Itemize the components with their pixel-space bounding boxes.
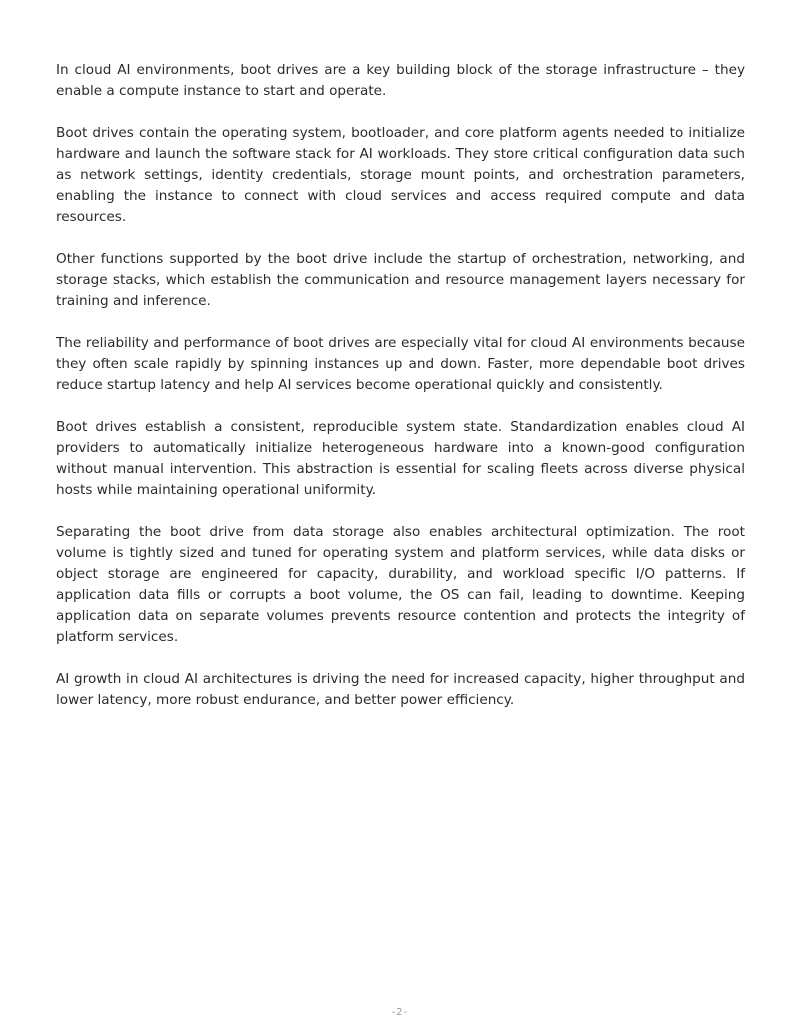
paragraph-intro: In cloud AI environments, boot drives are a key building block of the storage infrastructure – they enable a compute instance to start and operate. [56, 62, 745, 99]
paragraph-standardization: Boot drives establish a consistent, reproducible system state. Standardization enables cloud AI providers to automatically initialize heterogeneous hardware into a known-good configuration without manual intervention. This abstraction is essential for scaling fleets across diverse physical hosts while maintaining operational uniformity. [56, 419, 745, 498]
paragraph-ai-growth: AI growth in cloud AI architectures is driving the need for increased capacity, higher throughput and lower latency, more robust endurance, and better power efficiency. [56, 671, 745, 708]
paragraph-other-functions: Other functions supported by the boot drive include the startup of orchestration, networking, and storage stacks, which establish the communication and resource management layers necessary for training and inference. [56, 251, 745, 309]
paragraph-reliability: The reliability and performance of boot drives are especially vital for cloud AI environments because they often scale rapidly by spinning instances up and down. Faster, more dependable boot drives reduce startup latency and help AI services become operational quickly and consistently. [56, 335, 745, 393]
paragraph-boot-drive-contents: Boot drives contain the operating system, bootloader, and core platform agents needed to initialize hardware and launch the software stack for AI workloads. They store critical configuration data such as network settings, identity credentials, storage mount points, and orchestration parameters, enabling the instance to connect with cloud services and access required compute and data resources. [56, 125, 745, 225]
page-number: -2- [391, 1007, 409, 1018]
paragraph-separation: Separating the boot drive from data storage also enables architectural optimization. The root volume is tightly sized and tuned for operating system and platform services, while data disks or object storage are engineered for capacity, durability, and workload specific I/O patterns. If application data fills or corrupts a boot volume, the OS can fail, leading to downtime. Keeping application data on separate volumes prevents resource contention and protects the integrity of platform services. [56, 524, 745, 645]
document-body [56, 60, 745, 732]
